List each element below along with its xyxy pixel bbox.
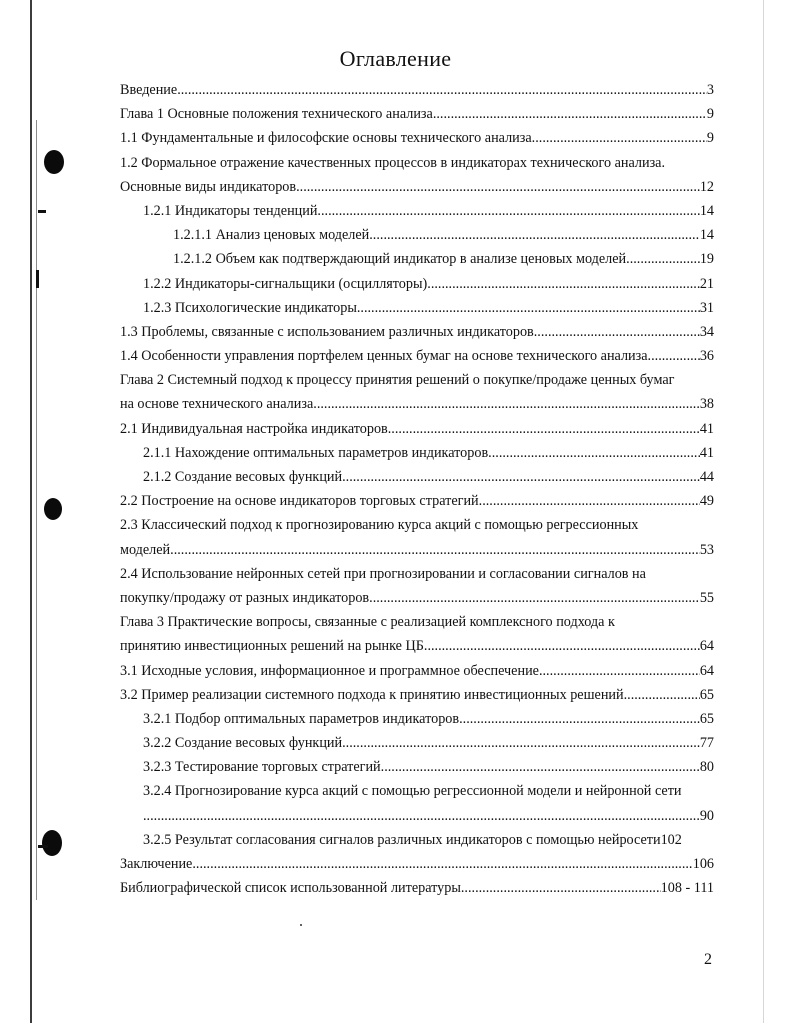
toc-entry-text: 1.3 Проблемы, связанные с использованием различных индикаторов.	[120, 323, 538, 340]
scan-artifact	[38, 845, 48, 848]
toc-page-number: 9	[706, 106, 714, 123]
toc-entry-1-2-1-1[interactable]	[120, 223, 714, 247]
toc-entry-text: 3.2.5 Результат согласования сигналов различных индикаторов с помощью нейросети	[143, 831, 661, 848]
dot-leader	[360, 296, 699, 320]
binding-edge-line	[36, 120, 37, 900]
toc-page-number: 102	[660, 831, 682, 848]
toc-entry-text: Библиографической список использованной литературы	[120, 880, 461, 897]
dot-leader	[630, 247, 700, 271]
page-number: 2	[704, 951, 712, 968]
toc-entry-1-2-line1[interactable]: 1.2 Формальное отражение качественных процессов в индикаторах технического анализа.	[120, 154, 666, 171]
dot-leader	[436, 102, 707, 126]
toc-entry-text: 1.4 Особенности управления портфелем ценных бумаг на основе технического анализа..	[120, 348, 655, 365]
toc-entry-3-2-4[interactable]	[120, 804, 714, 828]
dot-leader	[543, 659, 700, 683]
toc-entry-1-2-1-2[interactable]	[120, 247, 714, 271]
scan-edge-line	[763, 0, 764, 1023]
toc-entry-text: 3.2 Пример реализации системного подхода к принятию инвестиционных решений.	[120, 686, 628, 703]
dot-leader	[177, 78, 707, 102]
punch-hole	[44, 498, 62, 520]
toc-entry-3-2-3[interactable]	[120, 755, 714, 779]
toc-entry-3-2-5[interactable]	[120, 828, 714, 852]
toc-page-number: 19	[699, 251, 714, 268]
toc-page-number: 108 - 111	[660, 880, 714, 897]
toc-entry-3-1[interactable]	[120, 659, 714, 683]
toc-page-number: 65	[699, 686, 714, 703]
toc-entry-2-3[interactable]	[120, 538, 714, 562]
toc-entry-text: 1.2.3 Психологические индикаторы.	[143, 299, 361, 316]
toc-entry-text: 1.2.1 Индикаторы тенденций.	[143, 202, 321, 219]
toc-entry-1-2[interactable]	[120, 175, 714, 199]
dot-leader	[381, 755, 700, 779]
toc-entry-chapter-1[interactable]	[120, 102, 714, 126]
toc-entry-text: 2.1.1 Нахождение оптимальных параметров индикаторов.	[143, 444, 492, 461]
toc-entry-3-2-2[interactable]	[120, 731, 714, 755]
dot-leader	[627, 683, 700, 707]
toc-page-number: 14	[699, 202, 714, 219]
toc-entry-2-4[interactable]	[120, 586, 714, 610]
punch-hole	[44, 150, 64, 174]
toc-entry-2-3-line1[interactable]: 2.3 Классический подход к прогнозированию курса акций с помощью регрессионных	[120, 517, 639, 534]
dot-leader	[192, 852, 692, 876]
dot-leader	[655, 344, 700, 368]
page-title: Оглавление	[339, 46, 452, 71]
dot-leader	[537, 320, 700, 344]
toc-page-number: 14	[699, 227, 714, 244]
toc-entry-3-2-4-line1[interactable]: 3.2.4 Прогнозирование курса акций с помощью регрессионной модели и нейронной сети	[143, 783, 682, 800]
toc-entry-1-2-3[interactable]	[120, 296, 714, 320]
toc-page-number: 64	[699, 662, 714, 679]
toc-entry-1-4[interactable]	[120, 344, 714, 368]
toc-entry-text: 3.2.3 Тестирование торговых стратегий	[143, 759, 381, 776]
toc-entry-text: 2.2 Построение на основе индикаторов торговых стратегий.	[120, 493, 483, 510]
dot-leader	[391, 417, 700, 441]
toc-entry-text: 1.2.1.2 Объем как подтверждающий индикатор в анализе ценовых моделей.	[173, 251, 630, 268]
toc-entry-1-2-2[interactable]	[120, 272, 714, 296]
toc-page-number: 49	[699, 493, 714, 510]
toc-page-number: 31	[699, 299, 714, 316]
toc-entry-chapter-3[interactable]	[120, 634, 714, 658]
toc-page-number: 77	[699, 735, 714, 752]
toc-entry-text: Глава 1 Основные положения технического анализа.	[120, 106, 437, 123]
dot-leader	[461, 876, 661, 900]
dot-leader	[321, 199, 700, 223]
dot-leader	[482, 489, 700, 513]
toc-entry-2-1-1[interactable]	[120, 441, 714, 465]
toc-entry-text: Заключение	[120, 856, 193, 872]
scan-artifact	[38, 210, 46, 213]
toc-page-number: 36	[699, 348, 714, 365]
toc-page-number: 41	[699, 444, 714, 461]
toc-page-number: 106	[692, 856, 714, 872]
toc-entry-text: 2.1 Индивидуальная настройка индикаторов.	[120, 420, 392, 437]
toc-page-number: 12	[699, 178, 714, 195]
dot-leader	[373, 586, 700, 610]
toc-entry-text: Введение	[120, 82, 178, 98]
dot-leader	[427, 634, 699, 658]
dot-leader	[373, 223, 700, 247]
dot-leader	[346, 465, 700, 489]
scan-artifact	[300, 924, 302, 926]
toc-entry-text: покупку/продажу от разных индикаторов.	[120, 589, 373, 606]
toc-page-number: 80	[699, 759, 714, 776]
toc-entry-bibliography[interactable]	[120, 876, 714, 900]
toc-entry-text: 1.2.2 Индикаторы-сигнальщики (осцилляторы).	[143, 275, 431, 292]
toc-entry-1-1[interactable]	[120, 126, 714, 150]
toc-entry-introduction[interactable]	[120, 78, 714, 102]
toc-entry-text: моделей.	[120, 541, 174, 558]
dot-leader	[492, 441, 700, 465]
dot-leader	[317, 392, 700, 416]
toc-entry-chapter-3-line1[interactable]: Глава 3 Практические вопросы, связанные с реализацией комплексного подхода к	[120, 614, 615, 631]
toc-entry-2-4-line1[interactable]: 2.4 Использование нейронных сетей при прогнозировании и согласовании сигналов на	[120, 565, 646, 582]
toc-entry-1-3[interactable]	[120, 320, 714, 344]
toc-page-number: 90	[699, 807, 714, 824]
toc-page-number: 34	[699, 323, 714, 340]
toc-entry-text: на основе технического анализа.	[120, 396, 317, 413]
toc-page-number: 64	[699, 638, 714, 655]
toc-page-number: 55	[699, 589, 714, 606]
toc-entry-text: 3.1 Исходные условия, информационное и программное обеспечение.	[120, 662, 543, 679]
toc-entry-3-2-1[interactable]	[120, 707, 714, 731]
dot-leader	[174, 538, 700, 562]
toc-entry-2-1-2[interactable]	[120, 465, 714, 489]
toc-page-number: 38	[699, 396, 714, 413]
toc-page-number: 65	[699, 710, 714, 727]
toc-entry-conclusion[interactable]	[120, 852, 714, 876]
dot-leader	[143, 804, 700, 828]
dot-leader	[300, 175, 700, 199]
toc-entry-text: 2.1.2 Создание весовых функций.	[143, 469, 346, 485]
toc-entry-1-2-1[interactable]	[120, 199, 714, 223]
toc-page-number: 9	[706, 130, 714, 147]
toc-entry-text: 3.2.2 Создание весовых функций	[143, 735, 343, 752]
toc-page-number: 41	[699, 420, 714, 437]
toc-entry-text: 1.1 Фундаментальные и философские основы технического анализа.	[120, 130, 536, 147]
toc-entry-chapter-2-line1[interactable]: Глава 2 Системный подход к процессу принятия решений о покупке/продаже ценных бумаг	[120, 372, 675, 389]
punch-hole	[42, 830, 62, 856]
toc-page-number: 21	[699, 275, 714, 292]
dot-leader	[535, 126, 707, 150]
toc-entry-text: Основные виды индикаторов.	[120, 178, 300, 195]
toc-entry-2-1[interactable]	[120, 417, 714, 441]
table-of-contents	[120, 78, 714, 900]
toc-page-number: 53	[699, 541, 714, 558]
dot-leader	[431, 272, 700, 296]
toc-entry-text: 3.2.1 Подбор оптимальных параметров индикаторов	[143, 710, 460, 727]
dot-leader	[342, 731, 700, 755]
toc-entry-text: 1.2.1.1 Анализ ценовых моделей.	[173, 227, 373, 244]
toc-entry-text: принятию инвестиционных решений на рынке ЦБ.	[120, 638, 428, 655]
toc-entry-2-2[interactable]	[120, 489, 714, 513]
toc-entry-chapter-2[interactable]	[120, 392, 714, 416]
toc-page-number: 3	[706, 82, 714, 98]
binding-edge-line	[30, 0, 32, 1023]
toc-page-number: 44	[699, 469, 714, 485]
dot-leader	[459, 707, 700, 731]
toc-entry-3-2[interactable]	[120, 683, 714, 707]
scan-artifact	[36, 270, 39, 288]
